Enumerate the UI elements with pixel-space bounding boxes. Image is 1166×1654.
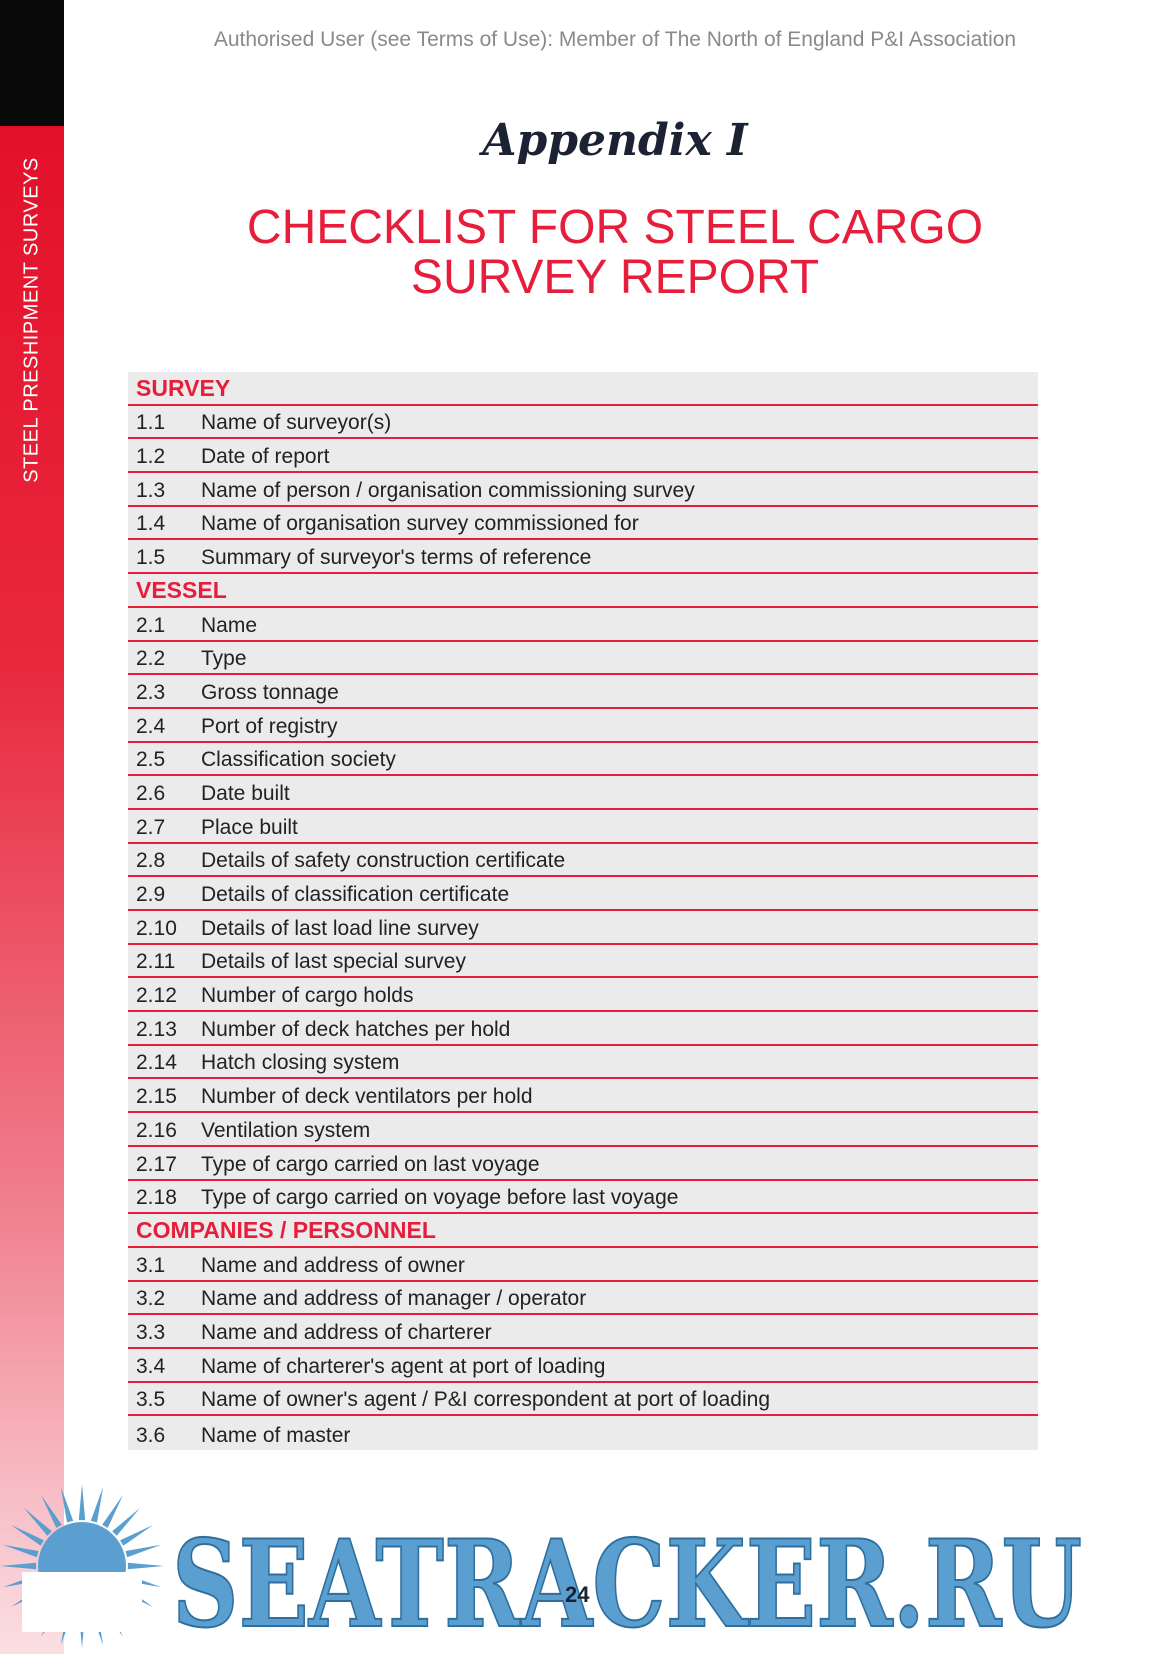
item-text: Name and address of manager / operator [201, 1287, 587, 1311]
item-number: 2.3 [136, 680, 166, 704]
checklist-row [128, 406, 1038, 440]
item-text: Type of cargo carried on voyage before last voyage [201, 1186, 679, 1210]
item-number: 1.4 [136, 512, 166, 536]
item-text: Gross tonnage [201, 680, 339, 704]
checklist-row [128, 1248, 1038, 1282]
item-number: 2.1 [136, 613, 166, 637]
checklist-row [128, 675, 1038, 709]
item-text: Name of surveyor(s) [201, 411, 392, 435]
checklist-row [128, 507, 1038, 541]
item-text: Name and address of charterer [201, 1320, 492, 1344]
item-text: Port of registry [201, 714, 338, 738]
checklist-row [128, 1315, 1038, 1349]
item-text: Name and address of owner [201, 1253, 465, 1277]
item-text: Name of organisation survey commissioned for [201, 512, 639, 536]
checklist-row [128, 1113, 1038, 1147]
item-text: Name of charterer's agent at port of loading [201, 1354, 606, 1378]
checklist-row [128, 1012, 1038, 1046]
sidebar-label: STEEL PRESHIPMENT SURVEYS [20, 157, 43, 483]
page-number: 24 [565, 1582, 590, 1607]
checklist-row [128, 1079, 1038, 1113]
watermark [0, 1480, 1166, 1654]
checklist-row [128, 945, 1038, 979]
authorised-user-header: Authorised User (see Terms of Use): Member of The North of England P&I Association [213, 28, 1017, 51]
item-number: 3.3 [136, 1320, 166, 1344]
item-text: Number of deck hatches per hold [201, 1017, 511, 1041]
item-number: 2.12 [136, 984, 177, 1008]
item-text: Name of owner's agent / P&I correspondent at port of loading [201, 1388, 771, 1412]
item-number: 3.2 [136, 1287, 166, 1311]
item-number: 2.2 [136, 647, 166, 671]
item-number: 2.10 [136, 916, 177, 940]
title-line-1: CHECKLIST FOR STEEL CARGO [246, 201, 984, 254]
item-number: 1.3 [136, 478, 166, 502]
checklist-row [128, 1046, 1038, 1080]
sidebar-black-block [0, 0, 64, 126]
item-number: 1.2 [136, 445, 166, 469]
title-line-2: SURVEY REPORT [410, 251, 820, 304]
section-heading: SURVEY [128, 372, 1038, 406]
item-text: Ventilation system [201, 1118, 371, 1142]
checklist-table [128, 372, 1038, 1450]
item-number: 3.5 [136, 1388, 166, 1412]
sun-icon [0, 1484, 164, 1648]
item-number: 2.8 [136, 849, 166, 873]
item-text: Hatch closing system [201, 1051, 400, 1075]
item-number: 2.15 [136, 1085, 177, 1109]
item-text: Date built [201, 781, 290, 805]
item-number: 1.5 [136, 546, 166, 570]
item-text: Place built [201, 815, 298, 839]
item-text: Details of classification certificate [201, 883, 510, 906]
watermark-text: SEATRACKER.RU [172, 1514, 1082, 1654]
item-text: Number of cargo holds [201, 984, 414, 1008]
item-number: 2.14 [136, 1051, 177, 1075]
checklist-row [128, 911, 1038, 945]
checklist-title [64, 203, 1166, 303]
item-number: 2.18 [136, 1186, 177, 1210]
item-number: 2.11 [136, 950, 176, 974]
checklist-row [128, 1383, 1038, 1417]
checklist-row [128, 877, 1038, 911]
item-text: Number of deck ventilators per hold [201, 1085, 533, 1109]
checklist-row [128, 709, 1038, 743]
item-number: 2.7 [136, 815, 166, 839]
checklist-row [128, 473, 1038, 507]
checklist-row [128, 743, 1038, 777]
item-text: Name [201, 613, 258, 637]
item-number: 3.6 [136, 1424, 166, 1447]
checklist-row [128, 608, 1038, 642]
item-text: Details of safety construction certificate [201, 849, 566, 873]
sidebar [0, 0, 64, 1654]
checklist-row [128, 1349, 1038, 1383]
checklist-row [128, 439, 1038, 473]
section-heading: VESSEL [128, 574, 1038, 608]
item-text: Type of cargo carried on last voyage [201, 1152, 540, 1176]
checklist-row [128, 810, 1038, 844]
item-text: Details of last special survey [201, 950, 466, 974]
item-number: 2.9 [136, 883, 166, 906]
appendix-heading: Appendix I [482, 115, 748, 166]
checklist-row [128, 776, 1038, 810]
item-number: 2.16 [136, 1118, 177, 1142]
checklist-row [128, 1282, 1038, 1316]
checklist-row [128, 642, 1038, 676]
checklist-row [128, 1181, 1038, 1215]
item-number: 2.5 [136, 748, 166, 772]
checklist-row [128, 540, 1038, 574]
item-number: 2.13 [136, 1017, 177, 1041]
item-number: 1.1 [136, 411, 166, 435]
item-text: Classification society [201, 748, 396, 772]
item-text: Name of master [201, 1424, 351, 1447]
item-text: Summary of surveyor's terms of reference [201, 546, 592, 570]
checklist-row [128, 1416, 1038, 1450]
item-text: Type [201, 647, 247, 671]
item-number: 2.17 [136, 1152, 177, 1176]
item-number: 3.4 [136, 1354, 166, 1378]
item-number: 2.6 [136, 781, 166, 805]
section-heading: COMPANIES / PERSONNEL [128, 1214, 1038, 1248]
item-text: Name of person / organisation commissioning survey [201, 478, 695, 502]
item-text: Details of last load line survey [201, 916, 479, 940]
item-text: Date of report [201, 445, 330, 469]
checklist-row [128, 844, 1038, 878]
checklist-row [128, 1147, 1038, 1181]
item-number: 3.1 [136, 1253, 166, 1277]
item-number: 2.4 [136, 714, 166, 738]
checklist-row [128, 978, 1038, 1012]
